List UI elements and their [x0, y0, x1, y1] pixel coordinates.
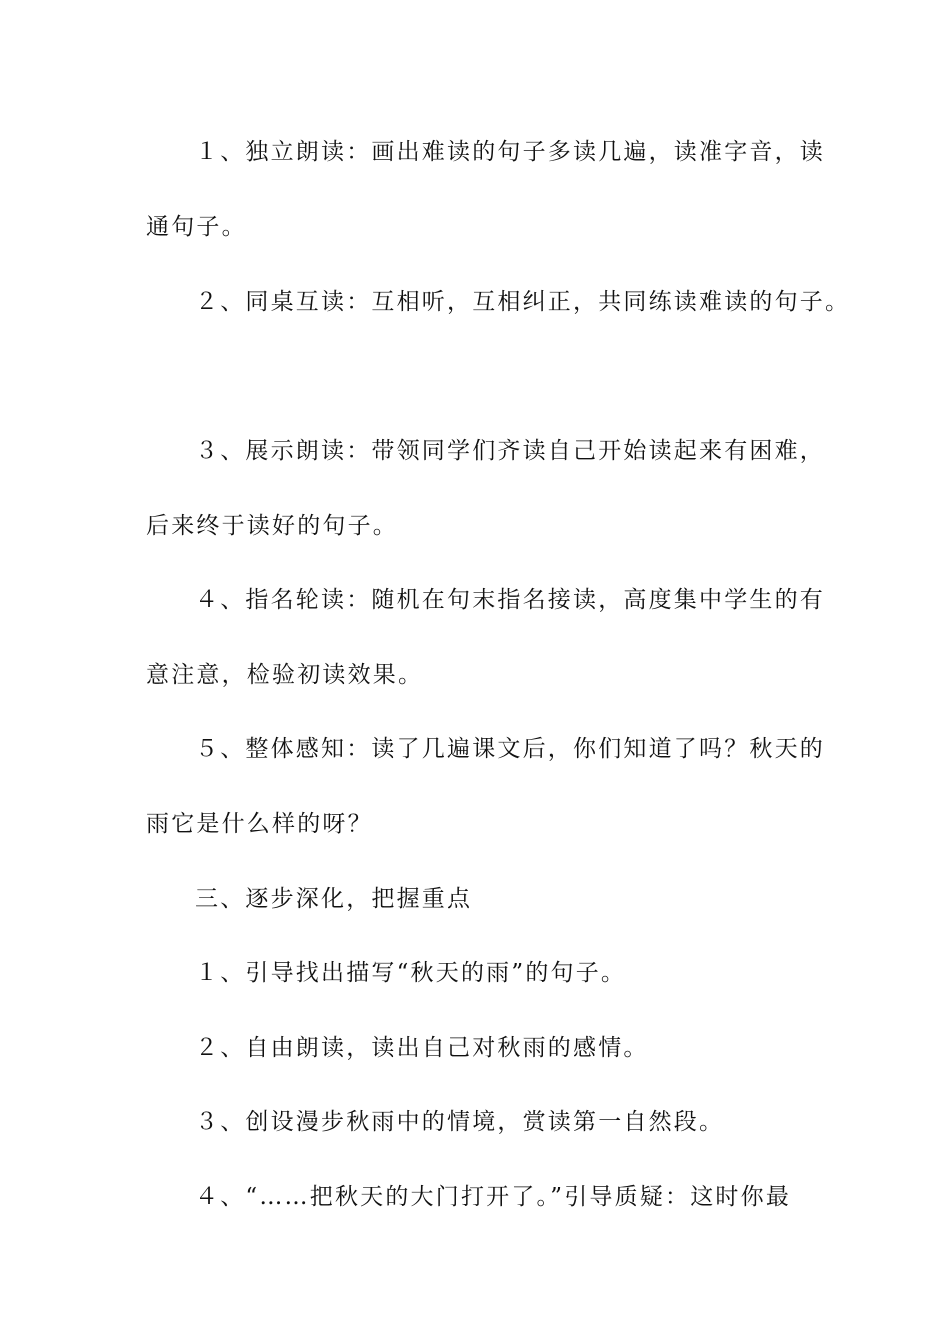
text-line-13: ３、创设漫步秋雨中的情境，赏读第一自然段。	[195, 1109, 725, 1135]
text-line-7: 意注意，检验初读效果。	[146, 662, 424, 688]
text-line-14: ４、“……把秋天的大门打开了。”引导质疑：这时你最	[195, 1184, 792, 1210]
text-line-12: ２、自由朗读，读出自己对秋雨的感情。	[195, 1035, 649, 1061]
text-line-5: 后来终于读好的句子。	[146, 513, 398, 539]
text-line-11: １、引导找出描写“秋天的雨”的句子。	[195, 960, 627, 986]
text-line-8: ５、整体感知：读了几遍课文后，你们知道了吗？秋天的	[195, 736, 825, 762]
text-line-9: 雨它是什么样的呀？	[146, 811, 373, 837]
text-line-6: ４、指名轮读：随机在句末指名接读，高度集中学生的有	[195, 587, 825, 613]
text-line-4: ３、展示朗读：带领同学们齐读自己开始读起来有困难，	[195, 438, 825, 464]
text-line-2: 通句子。	[146, 214, 247, 240]
text-line-3: ２、同桌互读：互相听，互相纠正，共同练读难读的句子。	[195, 289, 851, 315]
section-heading: 三、逐步深化，把握重点	[195, 886, 473, 912]
text-line-1: １、独立朗读：画出难读的句子多读几遍，读准字音，读	[195, 139, 825, 165]
